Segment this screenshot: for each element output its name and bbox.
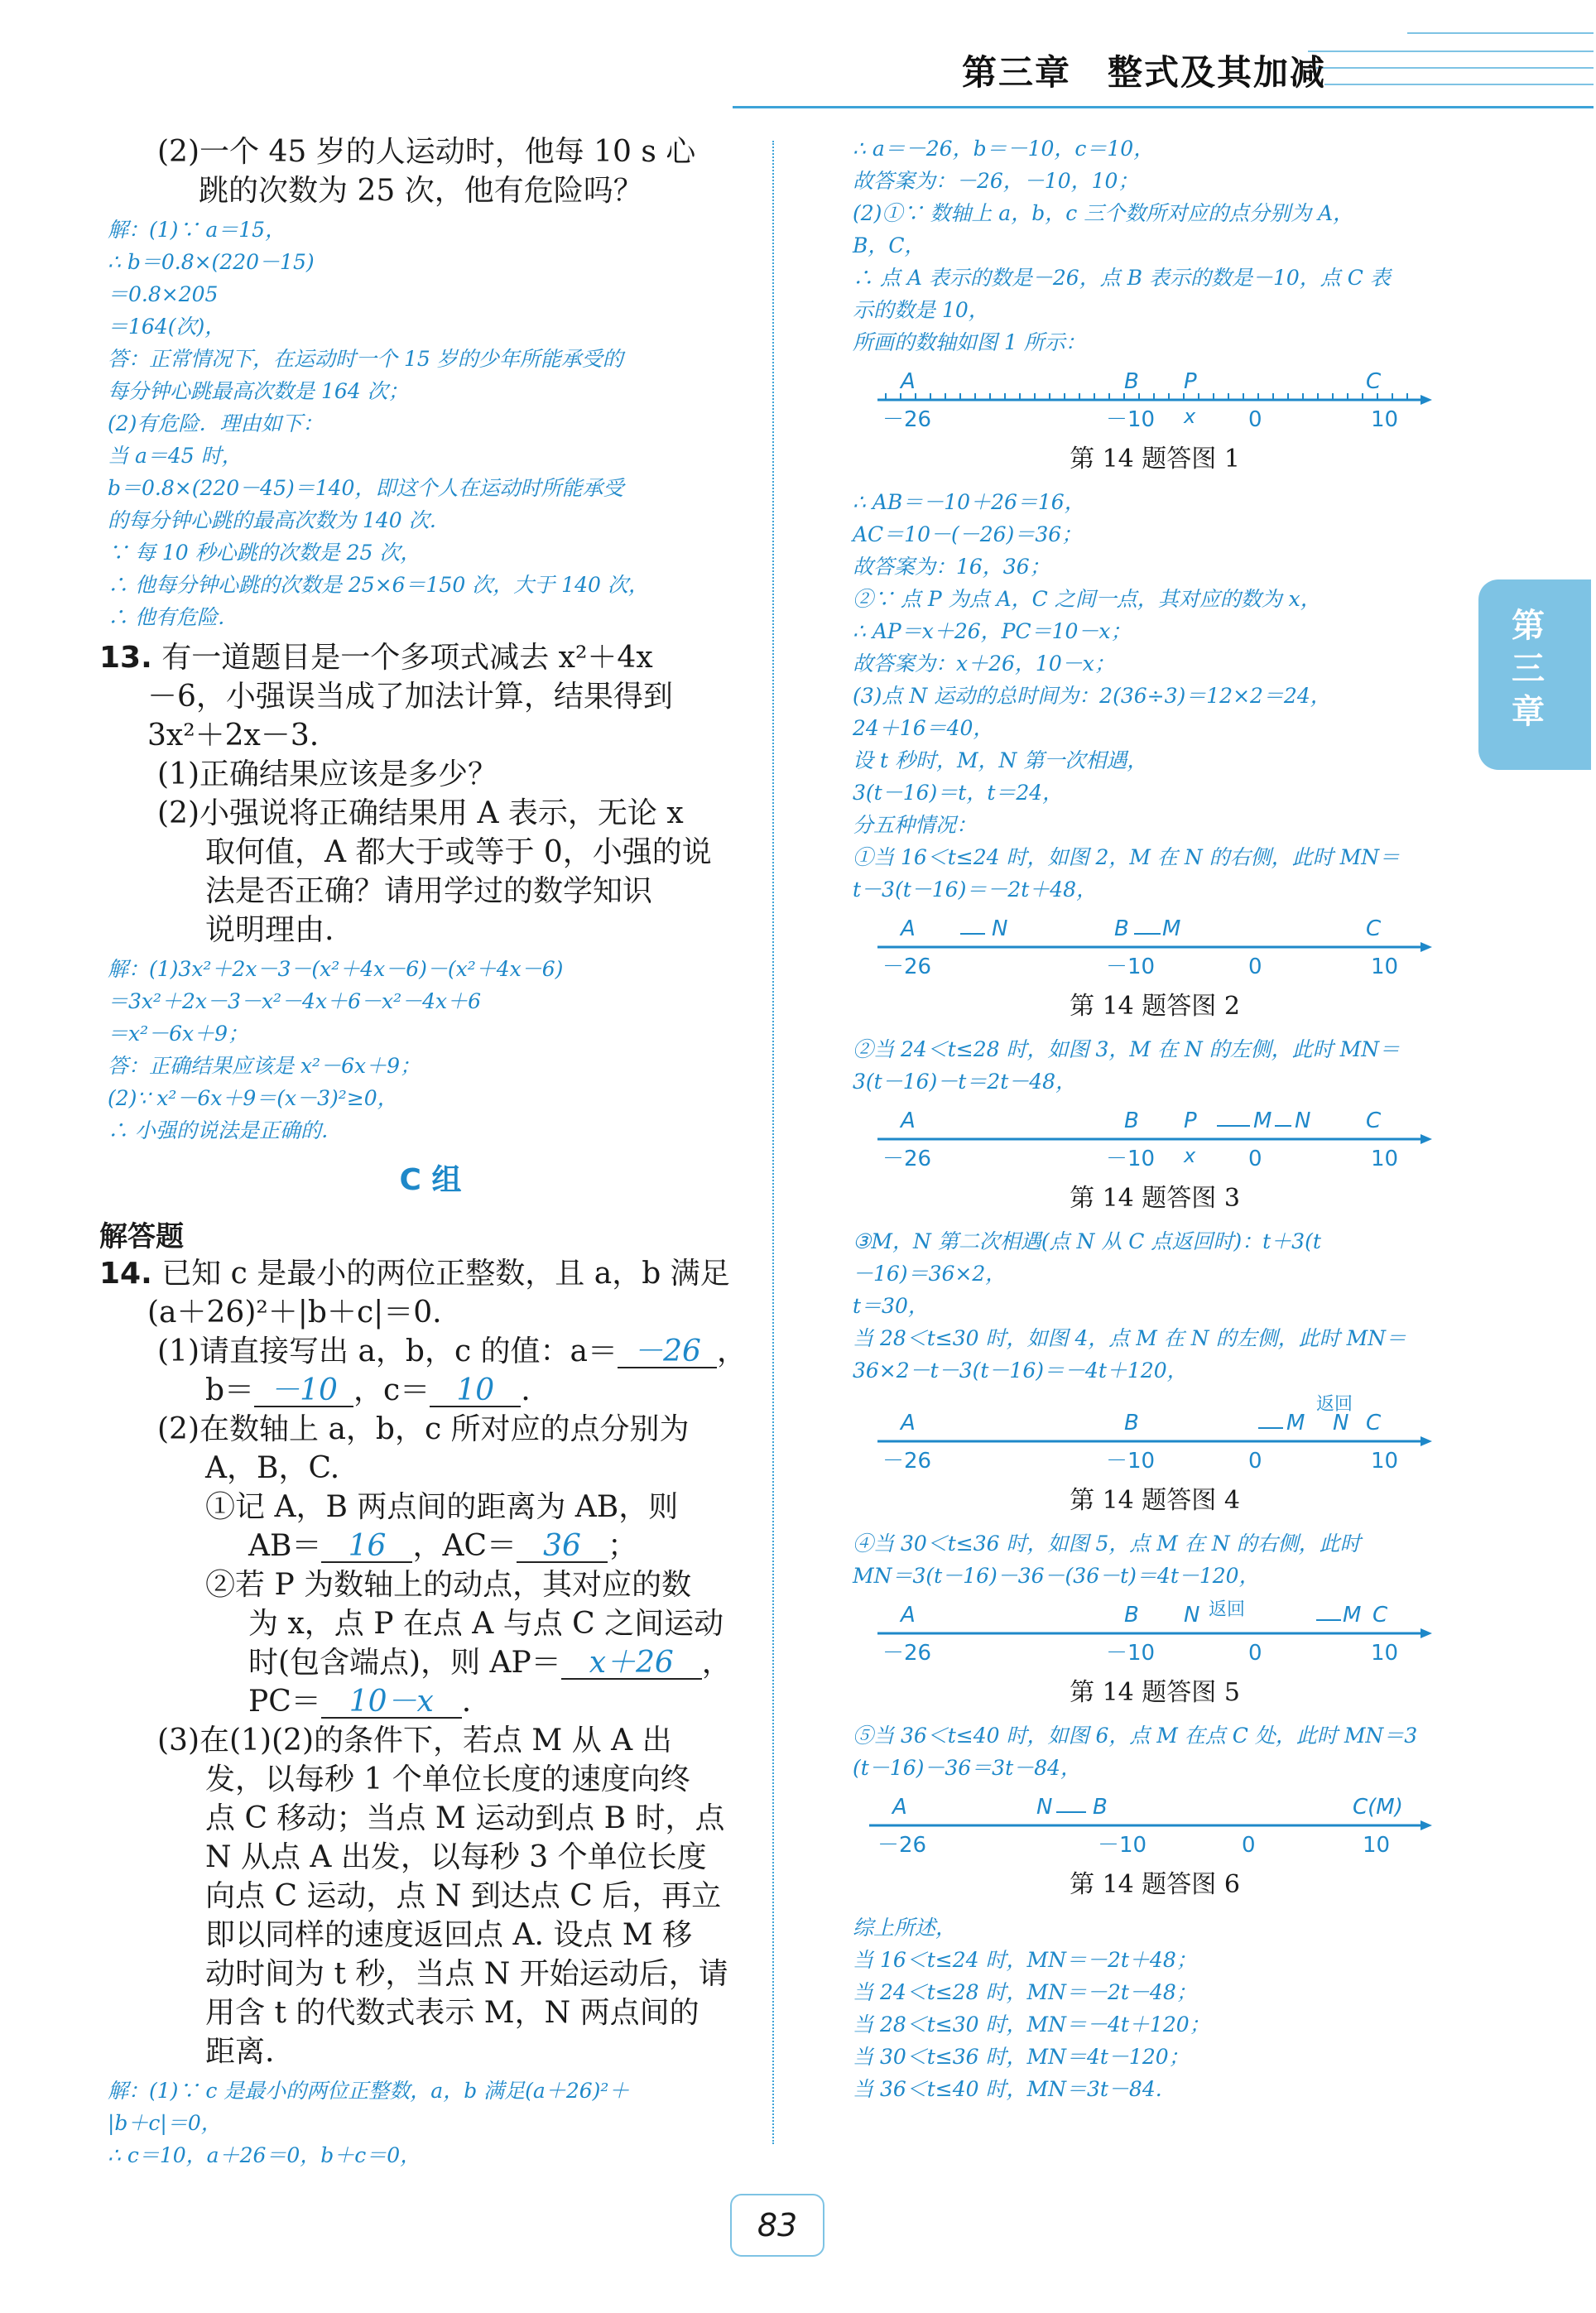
q14-2-line2: A，B，C.: [205, 1451, 340, 1485]
answer-blank-ac: 36: [517, 1532, 608, 1563]
left-column: [99, 132, 753, 2171]
tick-label: 10: [1371, 1147, 1399, 1171]
ans-line: B，C，: [853, 233, 925, 257]
chapter-side-tab: [1478, 579, 1591, 770]
point-label-x: x: [1184, 1144, 1196, 1167]
ans-line: 答：正确结果应该是 x²－6x＋9；: [108, 1054, 421, 1078]
ans-line: (3)点 N 运动的总时间为：2(36÷3)＝12×2＝24，: [853, 684, 1331, 708]
ans-line: ∴ 他有危险．: [108, 605, 238, 629]
chapter-title: 第三章 整式及其加减: [962, 52, 1327, 93]
point-label-p: P: [1184, 369, 1197, 394]
tick-label: －10: [1106, 1147, 1156, 1171]
point-label-cm: C(M): [1353, 1795, 1403, 1820]
answer-blank-ap: x＋26: [561, 1648, 702, 1680]
ans-line: 当 30＜t≤36 时，MN＝4t－120；: [853, 2045, 1190, 2069]
ans-line: 示的数是 10，: [853, 298, 989, 322]
tick-label: －26: [882, 1147, 932, 1171]
point-label-b: B: [1124, 1411, 1139, 1435]
q14-3-line: 动时间为 t 秒，当点 N 开始运动后，请: [205, 1957, 728, 1991]
ans-line: ∴ 点 A 表示的数是－26，点 B 表示的数是－10，点 C 表: [853, 266, 1391, 290]
q13-sub2-line3: 法是否正确？请用学过的数学知识: [205, 874, 653, 908]
header-rule: [733, 106, 1594, 108]
point-label-m: M: [1162, 916, 1181, 941]
ans-line: －16)＝36×2，: [853, 1262, 1007, 1286]
point-label-a: A: [901, 1411, 916, 1435]
ans-line: 当 a＝45 时，: [108, 444, 243, 468]
point-label-c: C: [1366, 1411, 1382, 1435]
point-label-m: M: [1253, 1108, 1272, 1133]
tick-label: －10: [1098, 1833, 1147, 1857]
q14-2-2-line1: ②若 P 为数轴上的动点，其对应的数: [205, 1568, 692, 1602]
right-column: [853, 132, 1457, 2105]
point-label-b: B: [1124, 1108, 1139, 1133]
tick-label: 10: [1371, 1449, 1399, 1473]
ans-line: ∴ c＝10，a＋26＝0，b＋c＝0，: [108, 2143, 421, 2167]
tick-label: 10: [1371, 1641, 1399, 1665]
figure-caption: 第 14 题答图 4: [1070, 1486, 1240, 1515]
ans-line: 解：(1)∵ a＝15，: [108, 218, 286, 242]
tick-label: －26: [882, 407, 932, 431]
chapter-tab-label: 第三章: [1512, 607, 1545, 731]
point-label-c: C: [1366, 1108, 1382, 1133]
ans-line: ①当 16＜t≤24 时，如图 2，M 在 N 的右侧，此时 MN＝: [853, 845, 1401, 869]
q14-3-line: 点 C 移动；当点 M 运动到点 B 时，点: [205, 1801, 725, 1835]
ans-line: ②当 24＜t≤28 时，如图 3，M 在 N 的左侧，此时 MN＝: [853, 1037, 1401, 1061]
point-label-b: B: [1124, 1603, 1139, 1628]
page-header: [0, 0, 1596, 108]
point-label-c: C: [1366, 916, 1382, 941]
q14-1-text: (1)请直接写出 a，b，c 的值：a＝: [157, 1334, 618, 1368]
point-label-m: M: [1286, 1411, 1305, 1435]
point-label-n: N: [992, 916, 1008, 941]
ans-line: ∵ 每 10 秒心跳的次数是 25 次，: [108, 541, 421, 565]
question-14: 14. 已知 c 是最小的两位正整数，且 a，b 满足 (a＋26)²＋|b＋c|＝0. (1)请直接写出 a，b，c 的值：a＝ －26 ， b＝ －10 ，c＝ 10 . (2)在数轴上 a，b，c 所对应的点分别为 A，B，C. ①记 A，B 两点间的距离为 AB，则 AB＝ 16 ，AC＝ 36 ； ②若 P 为数轴上的动点，其对应的数 为 x，点 P 在点 A 与点 C 之间运动 时(包含端点)，则 AP＝ x＋26 ， PC＝ 10－x . (3)在(1)(2)的条件下，若点 M 从 A 出 发，以每秒 1 个单位长度的速度向终 点 C 移动；当点 M 运动到点 B 时，点 N 从点 A 出发，以每秒 3 个单位长度 向点 C 运动，点 N 到达点 C 后，再立 即以同样的速度返回点 A. 设点 M 移 动时间为 t 秒，当点 N 开始运动后，请 用含 t 的代数式表示 M，N 两点间的 距离.: [108, 1254, 753, 2071]
point-label-n: N: [1295, 1108, 1311, 1133]
ans-line: 当 28＜t≤30 时，MN＝－4t＋120；: [853, 2012, 1210, 2036]
q12-part2-line1: (2)一个 45 岁的人运动时，他每 10 s 心: [157, 135, 696, 169]
tick-label: －26: [877, 1833, 927, 1857]
ans-line: ∴ 他每分钟心跳的次数是 25×6＝150 次，大于 140 次，: [108, 573, 649, 597]
number-line-figure-2: [853, 912, 1449, 979]
ans-line: (2)①∵ 数轴上 a，b，c 三个数所对应的点分别为 A，: [853, 201, 1354, 225]
ans-line: 当 24＜t≤28 时，MN＝－2t－48；: [853, 1980, 1197, 2004]
point-label-m: M: [1343, 1603, 1362, 1628]
q14-2-2-ap-label: 时(包含端点)，则 AP＝: [248, 1646, 561, 1680]
ans-line: (2)∵ x²－6x＋9＝(x－3)²≥0，: [108, 1086, 398, 1110]
ans-line: ⑤当 36＜t≤40 时，如图 6，点 M 在点 C 处，此时 MN＝3: [853, 1724, 1418, 1748]
point-label-b: B: [1093, 1795, 1108, 1820]
q12-part2-line2: 跳的次数为 25 次，他有危险吗？: [199, 174, 643, 208]
ans-line: 解：(1)3x²＋2x－3－(x²＋4x－6)－(x²＋4x－6): [108, 957, 564, 981]
ans-line: ＝x²－6x＋9；: [108, 1022, 249, 1046]
q14-1-c-label: ，c＝: [353, 1373, 430, 1407]
figure-caption: 第 14 题答图 3: [1070, 1184, 1240, 1213]
ans-line: (2)有危险．理由如下：: [108, 411, 324, 435]
number-line-figure-4: [853, 1393, 1449, 1473]
answer-blank-c: 10: [430, 1376, 521, 1407]
ans-line: t－3(t－16)＝－2t＋48，: [853, 878, 1098, 902]
ans-line: ＝3x²＋2x－3－x²－4x＋6－x²－4x＋6: [108, 989, 482, 1013]
point-label-n: N: [1333, 1411, 1349, 1435]
answer-blank-b: －10: [254, 1376, 353, 1407]
return-label: 返回: [1209, 1599, 1246, 1620]
answer-blank-a: －26: [618, 1337, 717, 1368]
q14-3-line: N 从点 A 出发，以每秒 3 个单位长度: [205, 1840, 707, 1874]
q14-2-1-ab-label: AB＝: [248, 1529, 322, 1563]
number-line-figure-1: [853, 365, 1449, 431]
q14-3-line: 发，以每秒 1 个单位长度的速度向终: [205, 1762, 690, 1796]
ans-line: b＝0.8×(220－45)＝140，即这个人在运动时所能承受: [108, 476, 624, 500]
q14-3-line: (3)在(1)(2)的条件下，若点 M 从 A 出: [157, 1724, 672, 1758]
ans-line: 当 36＜t≤40 时，MN＝3t－84.: [853, 2077, 1162, 2101]
point-label-x: x: [1184, 405, 1196, 428]
header-decoration: [0, 0, 1596, 108]
point-label-c: C: [1372, 1603, 1388, 1628]
question-number: 13.: [99, 641, 152, 675]
q13-sub1: (1)正确结果应该是多少？: [157, 757, 498, 791]
ans-line: 答：正常情况下，在运动时一个 15 岁的少年所能承受的: [108, 347, 623, 371]
ans-line: 的每分钟心跳的最高次数为 140 次．: [108, 508, 450, 532]
figure-caption: 第 14 题答图 5: [1070, 1678, 1240, 1707]
ans-line: (t－16)－36＝3t－84，: [853, 1756, 1081, 1780]
tick-label: －10: [1106, 407, 1156, 431]
tick-label: 10: [1363, 1833, 1391, 1857]
figure-caption: 第 14 题答图 2: [1070, 992, 1240, 1021]
ans-line: 所画的数轴如图 1 所示：: [853, 330, 1086, 354]
q14-3-line: 向点 C 运动，点 N 到达点 C 后，再立: [205, 1879, 722, 1913]
answer-blank-ab: 16: [321, 1532, 412, 1563]
ans-line: 分五种情况：: [853, 813, 978, 837]
question-number: 14.: [99, 1257, 152, 1291]
tick-label: 0: [1248, 1449, 1262, 1473]
answer-blank-pc: 10－x: [321, 1687, 462, 1719]
page-number: 83: [730, 2194, 824, 2257]
q14-2-1-ac-label: ，AC＝: [412, 1529, 517, 1563]
answer-13: [108, 953, 753, 1147]
number-line-figure-5: [853, 1599, 1449, 1665]
q14-line2: (a＋26)²＋|b＋c|＝0.: [147, 1296, 442, 1330]
tick-label: －10: [1106, 1641, 1156, 1665]
q13-sub2-line4: 说明理由.: [205, 913, 334, 947]
q14-3-line: 即以同样的速度返回点 A. 设点 M 移: [205, 1918, 693, 1952]
point-label-b: B: [1124, 369, 1139, 394]
point-label-c: C: [1366, 369, 1382, 394]
answer-14-start: [108, 2075, 753, 2171]
point-label-a: A: [901, 1603, 916, 1628]
ans-line: ∴ a＝－26，b＝－10，c＝10，: [853, 137, 1155, 161]
ans-line: ∴ b＝0.8×(220－15): [108, 250, 315, 274]
ans-line: 当 28＜t≤30 时，如图 4，点 M 在 N 的左侧，此时 MN＝: [853, 1326, 1407, 1350]
q13-line2: －6，小强误当成了加法计算，结果得到: [147, 680, 673, 714]
ans-line: ④当 30＜t≤36 时，如图 5，点 M 在 N 的右侧，此时: [853, 1532, 1361, 1556]
ans-line: ∴ AP＝x＋26，PC＝10－x；: [853, 619, 1132, 643]
section-heading: 解答题: [99, 1220, 184, 1253]
tick-label: 0: [1248, 955, 1262, 979]
return-label: 返回: [1316, 1394, 1353, 1415]
ans-line: 36×2－t－3(t－16)＝－4t＋120，: [853, 1358, 1188, 1383]
number-line-figure-6: [853, 1791, 1449, 1857]
q14-2-2-line2: 为 x，点 P 在点 A 与点 C 之间运动: [248, 1607, 724, 1641]
q13-line3: 3x²＋2x－3.: [147, 719, 320, 753]
number-line-figure-3: [853, 1104, 1449, 1171]
question-13: [99, 638, 753, 950]
tick-label: 10: [1371, 955, 1399, 979]
group-c-heading: C 组: [399, 1163, 462, 1197]
point-label-n: N: [1184, 1603, 1200, 1628]
answer-12: [108, 214, 753, 633]
tick-label: 0: [1248, 407, 1262, 431]
ans-line: ＝164(次)，: [108, 315, 226, 339]
q13-sub2-line1: (2)小强说将正确结果用 A 表示，无论 x: [157, 796, 684, 830]
ans-line: MN＝3(t－16)－36－(36－t)＝4t－120，: [853, 1564, 1260, 1588]
q14-3-line: 距离.: [205, 2035, 275, 2069]
ans-line: ③M，N 第二次相遇(点 N 从 C 点返回时)：t＋3(t: [853, 1229, 1321, 1253]
point-label-n: N: [1036, 1795, 1053, 1820]
point-label-p: P: [1184, 1108, 1197, 1133]
point-label-a: A: [901, 916, 916, 941]
tick-label: －10: [1106, 1449, 1156, 1473]
ans-line: ＝0.8×205: [108, 282, 219, 306]
tick-label: －26: [882, 1641, 932, 1665]
point-label-a: A: [892, 1795, 907, 1820]
ans-line: t＝30，: [853, 1294, 929, 1318]
tick-label: －10: [1106, 955, 1156, 979]
ans-line: 综上所述，: [853, 1916, 957, 1940]
point-label-a: A: [901, 1108, 916, 1133]
q14-1-b-label: b＝: [205, 1373, 255, 1407]
tick-label: －26: [882, 955, 932, 979]
q14-line1: 已知 c 是最小的两位正整数，且 a，b 满足: [161, 1257, 730, 1291]
ans-line: 故答案为：x＋26，10－x；: [853, 652, 1115, 676]
ans-line: ②∵ 点 P 为点 A，C 之间一点，其对应的数为 x，: [853, 587, 1321, 611]
ans-line: 每分钟心跳最高次数是 164 次；: [108, 379, 409, 403]
tick-label: 10: [1371, 407, 1399, 431]
point-label-a: A: [901, 369, 916, 394]
ans-line: AC＝10－(－26)＝36；: [853, 522, 1083, 546]
tick-label: 0: [1248, 1147, 1262, 1171]
ans-line: 故答案为：－26，－10，10；: [853, 169, 1139, 193]
column-divider: [772, 141, 774, 2144]
q14-3-line: 用含 t 的代数式表示 M，N 两点间的: [205, 1996, 699, 2030]
figure-caption: 第 14 题答图 6: [1070, 1870, 1240, 1899]
q13-sub2-line2: 取何值，A 都大于或等于 0，小强的说: [205, 835, 712, 869]
ans-line: ∴ AB＝－10＋26＝16，: [853, 490, 1085, 514]
ans-line: 故答案为：16，36；: [853, 555, 1050, 579]
q14-2-line1: (2)在数轴上 a，b，c 所对应的点分别为: [157, 1412, 690, 1446]
ans-line: 24＋16＝40，: [853, 716, 994, 740]
tick-label: 0: [1242, 1833, 1256, 1857]
q14-2-1-text: ①记 A，B 两点间的距离为 AB，则: [205, 1490, 679, 1524]
ans-line: |b＋c|＝0，: [108, 2111, 222, 2135]
tick-label: 0: [1248, 1641, 1262, 1665]
ans-line: 解：(1)∵ c 是最小的两位正整数，a，b 满足(a＋26)²＋: [108, 2079, 630, 2103]
q14-2-2-pc-label: PC＝: [248, 1685, 321, 1719]
tick-label: －26: [882, 1449, 932, 1473]
ans-line: 当 16＜t≤24 时，MN＝－2t＋48；: [853, 1948, 1197, 1972]
figure-caption: 第 14 题答图 1: [1070, 445, 1240, 474]
ans-line: 设 t 秒时，M，N 第一次相遇，: [853, 748, 1148, 772]
q13-line1: 有一道题目是一个多项式减去 x²＋4x: [161, 641, 653, 675]
ans-line: 3(t－16)－t＝2t－48，: [853, 1070, 1077, 1094]
ans-line: ∴ 小强的说法是正确的．: [108, 1118, 342, 1142]
point-label-b: B: [1114, 916, 1129, 941]
ans-line: 3(t－16)＝t，t＝24，: [853, 781, 1064, 805]
